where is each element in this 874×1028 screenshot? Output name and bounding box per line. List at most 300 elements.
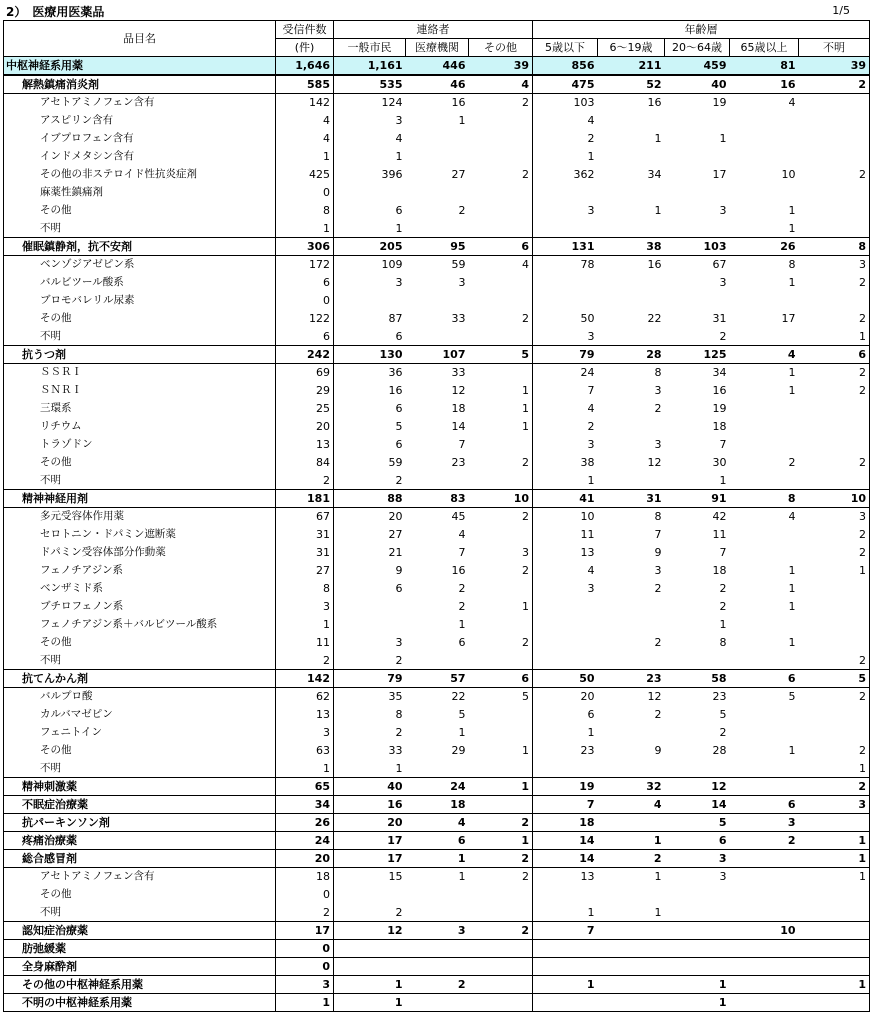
- cell-received: 2: [276, 652, 334, 670]
- cell-age-under5: 1: [587, 150, 595, 163]
- cell-contact-other: 3: [469, 544, 533, 562]
- cell-age-20-64: 11: [712, 528, 727, 541]
- row-name: 抗うつ剤: [4, 346, 276, 364]
- cell-contact-other: [469, 148, 533, 166]
- cell-age-20-64: [665, 292, 730, 310]
- cell-age-6-19: [598, 418, 665, 436]
- row-name: ＳＳＲＩ: [4, 364, 276, 382]
- cell-received: 0: [276, 184, 334, 202]
- cell-age-6-19: [598, 472, 665, 490]
- cell-contact-other: 6: [469, 670, 533, 688]
- cell-age-6-19: 7: [654, 528, 662, 541]
- cell-age-under5: [533, 274, 598, 292]
- table-subrow: [4, 112, 870, 130]
- cell-contact-other: 1: [469, 598, 533, 616]
- cell-contact-medical: 57: [406, 670, 469, 688]
- cell-age-65plus: [730, 616, 799, 634]
- cell-contact-other: [469, 940, 533, 958]
- row-name: その他の中枢神経系用薬: [4, 976, 276, 994]
- cell-age-under5: 1: [587, 726, 595, 739]
- table-category-row: [4, 670, 870, 688]
- cell-contact-public: 3: [395, 114, 403, 127]
- cell-age-under5: 41: [533, 490, 598, 508]
- cell-age-20-64: 3: [719, 276, 727, 289]
- cell-age-20-64: 2: [719, 582, 727, 595]
- cell-contact-public: 20: [334, 814, 406, 832]
- cell-contact-public: 59: [388, 456, 403, 469]
- cell-contact-medical: 33: [451, 366, 466, 380]
- table-subrow: [4, 202, 870, 220]
- cell-age-20-64: 1: [665, 994, 730, 1012]
- cell-contact-public: 35: [388, 690, 403, 704]
- header-contact-group: 連絡者: [334, 21, 533, 39]
- cell-age-unknown: 1: [799, 850, 870, 868]
- cell-contact-public: 6: [395, 204, 403, 217]
- cell-received: 34: [276, 796, 334, 814]
- cell-received: 1: [276, 994, 334, 1012]
- cell-age-65plus: 26: [730, 238, 799, 256]
- cell-received: 181: [276, 490, 334, 508]
- table-subrow: [4, 310, 870, 328]
- header-age-20-64: 20～64歳: [665, 39, 730, 57]
- table-subrow: [4, 364, 870, 382]
- table-subrow: [4, 634, 870, 652]
- cell-age-65plus: 4: [788, 96, 796, 110]
- row-name: 多元受容体作用薬: [4, 508, 276, 526]
- row-name: 三環系: [4, 400, 276, 418]
- cell-contact-medical: 59: [451, 258, 466, 272]
- header-age-unknown: 不明: [799, 39, 870, 57]
- cell-age-unknown: 2: [799, 454, 870, 472]
- cell-contact-public: 6: [395, 582, 403, 595]
- cell-received: 1: [276, 760, 334, 778]
- cell-age-6-19: 1: [654, 204, 662, 217]
- table-subrow: [4, 94, 870, 112]
- cell-age-65plus: [730, 706, 799, 724]
- header-contact-public: 一般市民: [334, 39, 406, 57]
- cell-contact-medical: 446: [406, 57, 469, 76]
- cell-contact-public: 20: [388, 510, 403, 524]
- cell-contact-medical: 16: [451, 96, 466, 110]
- row-name: 精神刺激薬: [4, 778, 276, 796]
- row-name: 麻薬性鎮痛剤: [4, 184, 276, 202]
- cell-age-20-64: 1: [719, 132, 727, 145]
- cell-age-65plus: 16: [730, 75, 799, 94]
- header-age-under5: 5歳以下: [533, 39, 598, 57]
- cell-age-20-64: 42: [712, 510, 727, 524]
- table-subrow: [4, 436, 870, 454]
- cell-age-under5: 3: [587, 438, 595, 451]
- cell-age-6-19: 8: [654, 366, 662, 380]
- row-name: フェニトイン: [4, 724, 276, 742]
- cell-contact-other: [469, 184, 533, 202]
- cell-age-unknown: [799, 904, 870, 922]
- table-subrow: [4, 904, 870, 922]
- table-subrow: [4, 454, 870, 472]
- cell-contact-public: 1,161: [334, 57, 406, 76]
- row-name: 精神神経用剤: [4, 490, 276, 508]
- cell-contact-other: [469, 328, 533, 346]
- cell-contact-medical: 18: [406, 796, 469, 814]
- cell-contact-medical: 45: [451, 510, 466, 524]
- cell-contact-public: 2: [395, 653, 403, 667]
- cell-age-65plus: 6: [730, 670, 799, 688]
- header-age-65plus: 65歳以上: [730, 39, 799, 57]
- cell-age-20-64: [665, 760, 730, 778]
- page-number: 1/5: [832, 4, 850, 17]
- cell-age-unknown: 3: [799, 796, 870, 814]
- cell-age-6-19: [598, 616, 665, 634]
- cell-age-65plus: [730, 994, 799, 1012]
- cell-age-65plus: [730, 148, 799, 166]
- cell-received: 1: [276, 148, 334, 166]
- cell-contact-public: 36: [388, 366, 403, 380]
- table-category-row: [4, 958, 870, 976]
- cell-age-65plus: 8: [730, 490, 799, 508]
- cell-received: 4: [276, 130, 334, 148]
- cell-contact-public: 88: [334, 490, 406, 508]
- cell-age-under5: 1: [587, 905, 595, 919]
- cell-age-under5: 14: [533, 850, 598, 868]
- row-name: その他: [4, 202, 276, 220]
- cell-age-65plus: 1: [788, 366, 796, 380]
- cell-contact-medical: [406, 220, 469, 238]
- cell-contact-other: 2: [469, 562, 533, 580]
- cell-age-20-64: 3: [719, 870, 727, 884]
- cell-age-20-64: 17: [712, 168, 727, 181]
- cell-age-6-19: [598, 292, 665, 310]
- cell-received: 20: [276, 418, 334, 436]
- cell-contact-other: [469, 580, 533, 598]
- cell-contact-other: 2: [469, 310, 533, 328]
- cell-contact-other: 2: [469, 634, 533, 652]
- cell-contact-other: 2: [469, 868, 533, 886]
- row-name: 不明: [4, 220, 276, 238]
- cell-age-6-19: 2: [598, 850, 665, 868]
- cell-age-65plus: [730, 940, 799, 958]
- cell-received: 0: [276, 940, 334, 958]
- cell-age-20-64: 28: [712, 744, 727, 757]
- cell-contact-other: 10: [469, 490, 533, 508]
- cell-age-20-64: 2: [719, 726, 727, 739]
- cell-age-6-19: 211: [598, 57, 665, 76]
- table-subrow: [4, 184, 870, 202]
- cell-contact-other: [469, 724, 533, 742]
- cell-contact-other: 2: [469, 454, 533, 472]
- table-category-row: [4, 796, 870, 814]
- cell-contact-other: [469, 526, 533, 544]
- cell-age-20-64: 14: [665, 796, 730, 814]
- cell-age-65plus: [730, 544, 799, 562]
- cell-contact-public: 40: [334, 778, 406, 796]
- cell-age-unknown: [799, 616, 870, 634]
- cell-contact-other: 4: [469, 75, 533, 94]
- cell-age-6-19: 9: [654, 546, 662, 559]
- cell-contact-public: [334, 958, 406, 976]
- row-name: 解熱鎮痛消炎剤: [4, 75, 276, 94]
- cell-age-20-64: 3: [719, 204, 727, 217]
- cell-contact-medical: 27: [451, 168, 466, 181]
- cell-age-under5: 3: [587, 329, 595, 343]
- row-name: イブプロフェン含有: [4, 130, 276, 148]
- cell-age-65plus: 10: [730, 922, 799, 940]
- cell-age-20-64: 67: [712, 258, 727, 272]
- cell-contact-medical: [406, 328, 469, 346]
- table-subrow: [4, 472, 870, 490]
- cell-age-6-19: 2: [654, 582, 662, 595]
- cell-contact-medical: 3: [406, 922, 469, 940]
- cell-received: 29: [276, 382, 334, 400]
- cell-received: 18: [276, 868, 334, 886]
- cell-age-under5: 14: [533, 832, 598, 850]
- cell-received: 67: [276, 508, 334, 526]
- cell-contact-other: 1: [469, 400, 533, 418]
- cell-received: 1: [276, 616, 334, 634]
- cell-age-20-64: 5: [719, 708, 727, 721]
- table-category-row: [4, 346, 870, 364]
- cell-age-65plus: 1: [788, 384, 796, 397]
- cell-received: 6: [276, 328, 334, 346]
- row-name: 不明: [4, 760, 276, 778]
- table-category-row: [4, 922, 870, 940]
- cell-age-unknown: 1: [799, 832, 870, 850]
- row-name: その他: [4, 886, 276, 904]
- cell-age-unknown: 5: [799, 670, 870, 688]
- cell-age-6-19: 31: [598, 490, 665, 508]
- cell-contact-public: 79: [334, 670, 406, 688]
- cell-age-65plus: 1: [788, 221, 796, 235]
- cell-age-6-19: 3: [654, 384, 662, 397]
- cell-contact-other: [469, 202, 533, 220]
- cell-age-65plus: 2: [730, 832, 799, 850]
- cell-age-under5: [533, 652, 598, 670]
- cell-age-65plus: 1: [788, 744, 796, 757]
- page-title: 2） 医療用医薬品: [6, 5, 105, 19]
- cell-age-unknown: 2: [799, 778, 870, 796]
- row-name: フェノチアジン系: [4, 562, 276, 580]
- cell-age-unknown: [799, 220, 870, 238]
- cell-contact-other: 6: [469, 238, 533, 256]
- row-name: フェノチアジン系＋バルビツール酸系: [4, 616, 276, 634]
- cell-received: 306: [276, 238, 334, 256]
- cell-age-65plus: [730, 760, 799, 778]
- cell-age-unknown: [799, 994, 870, 1012]
- cell-contact-other: 5: [469, 688, 533, 706]
- cell-age-6-19: [598, 958, 665, 976]
- header-age-6-19: 6～19歳: [598, 39, 665, 57]
- row-name: 催眠鎮静剤，抗不安剤: [4, 238, 276, 256]
- cell-age-20-64: 2: [719, 600, 727, 613]
- cell-age-unknown: [799, 634, 870, 652]
- cell-age-65plus: 4: [788, 510, 796, 524]
- cell-contact-medical: 7: [458, 438, 466, 451]
- row-name: アスピリン含有: [4, 112, 276, 130]
- cell-contact-medical: 4: [458, 528, 466, 541]
- cell-contact-public: [334, 292, 406, 310]
- cell-contact-other: 2: [469, 922, 533, 940]
- cell-age-6-19: [598, 814, 665, 832]
- cell-age-unknown: 2: [799, 382, 870, 400]
- cell-age-under5: 2: [587, 420, 595, 433]
- cell-age-65plus: [730, 850, 799, 868]
- cell-received: 84: [276, 454, 334, 472]
- cell-age-6-19: [598, 652, 665, 670]
- cell-age-6-19: 52: [598, 75, 665, 94]
- table-subrow: [4, 418, 870, 436]
- table-subrow: [4, 742, 870, 760]
- row-name: その他: [4, 454, 276, 472]
- cell-age-under5: 18: [533, 814, 598, 832]
- table-subrow: [4, 328, 870, 346]
- cell-contact-other: [469, 994, 533, 1012]
- cell-age-6-19: 4: [598, 796, 665, 814]
- cell-age-65plus: 6: [730, 796, 799, 814]
- cell-age-20-64: [665, 940, 730, 958]
- cell-contact-public: 1: [334, 994, 406, 1012]
- cell-age-20-64: 18: [712, 420, 727, 433]
- cell-contact-public: 1: [395, 761, 403, 775]
- cell-contact-public: 21: [388, 546, 403, 559]
- cell-age-under5: 38: [580, 456, 595, 469]
- row-name: バルプロ酸: [4, 688, 276, 706]
- cell-age-unknown: 1: [799, 760, 870, 778]
- cell-contact-public: 8: [395, 708, 403, 721]
- cell-age-unknown: [799, 202, 870, 220]
- cell-age-65plus: [730, 400, 799, 418]
- row-name: トラゾドン: [4, 436, 276, 454]
- cell-contact-other: 2: [469, 850, 533, 868]
- cell-age-6-19: 38: [598, 238, 665, 256]
- cell-age-unknown: 2: [799, 526, 870, 544]
- cell-age-65plus: [730, 868, 799, 886]
- cell-age-unknown: [799, 148, 870, 166]
- cell-age-unknown: [799, 922, 870, 940]
- row-name: ベンゾジアゼピン系: [4, 256, 276, 274]
- cell-received: 6: [276, 274, 334, 292]
- cell-contact-other: [469, 976, 533, 994]
- row-name: リチウム: [4, 418, 276, 436]
- cell-age-65plus: 5: [788, 690, 796, 704]
- cell-age-unknown: [799, 436, 870, 454]
- cell-contact-public: 396: [381, 168, 403, 181]
- table-subrow: [4, 616, 870, 634]
- table-subrow: [4, 130, 870, 148]
- table-category-row: [4, 490, 870, 508]
- cell-age-under5: 3: [587, 204, 595, 217]
- cell-age-under5: [533, 634, 598, 652]
- cell-contact-other: [469, 616, 533, 634]
- cell-contact-other: 1: [469, 382, 533, 400]
- cell-contact-medical: [406, 760, 469, 778]
- cell-age-6-19: 2: [654, 708, 662, 721]
- cell-received: 20: [276, 850, 334, 868]
- cell-contact-medical: 2: [458, 600, 466, 613]
- cell-received: 8: [276, 202, 334, 220]
- cell-contact-other: [469, 760, 533, 778]
- cell-age-20-64: 58: [665, 670, 730, 688]
- cell-age-unknown: [799, 958, 870, 976]
- cell-contact-medical: [406, 886, 469, 904]
- cell-age-unknown: 6: [799, 346, 870, 364]
- table-total-row: [4, 57, 870, 76]
- cell-contact-medical: 24: [406, 778, 469, 796]
- cell-received: 13: [276, 706, 334, 724]
- cell-age-6-19: 12: [647, 690, 662, 704]
- cell-age-20-64: [665, 184, 730, 202]
- cell-age-20-64: 40: [665, 75, 730, 94]
- cell-contact-other: 4: [469, 256, 533, 274]
- cell-age-65plus: [730, 328, 799, 346]
- cell-age-under5: [533, 958, 598, 976]
- cell-age-6-19: [598, 220, 665, 238]
- cell-age-20-64: [665, 958, 730, 976]
- cell-age-6-19: [598, 976, 665, 994]
- cell-age-under5: 103: [573, 96, 595, 110]
- cell-contact-medical: 2: [406, 976, 469, 994]
- cell-age-20-64: 16: [712, 384, 727, 397]
- cell-contact-other: [469, 706, 533, 724]
- cell-received: 11: [276, 634, 334, 652]
- cell-age-65plus: 3: [730, 814, 799, 832]
- cell-age-20-64: 31: [712, 312, 727, 325]
- cell-received: 27: [276, 562, 334, 580]
- cell-age-6-19: [598, 940, 665, 958]
- cell-contact-medical: [406, 130, 469, 148]
- table-subrow: [4, 760, 870, 778]
- cell-age-unknown: [799, 472, 870, 490]
- cell-age-unknown: 3: [799, 256, 870, 274]
- cell-age-65plus: [730, 976, 799, 994]
- cell-contact-public: 1: [395, 150, 403, 163]
- cell-age-65plus: [730, 526, 799, 544]
- cell-contact-other: 1: [469, 742, 533, 760]
- table-subrow: [4, 688, 870, 706]
- cell-received: 3: [276, 724, 334, 742]
- cell-received: 13: [276, 436, 334, 454]
- cell-age-unknown: 2: [799, 166, 870, 184]
- row-name: 抗てんかん剤: [4, 670, 276, 688]
- row-name: アセトアミノフェン含有: [4, 94, 276, 112]
- cell-contact-other: [469, 652, 533, 670]
- cell-age-under5: 2: [587, 132, 595, 145]
- cell-contact-public: 3: [395, 276, 403, 289]
- cell-contact-public: 15: [388, 870, 403, 884]
- row-name: バルビツール酸系: [4, 274, 276, 292]
- cell-age-6-19: 2: [654, 402, 662, 415]
- table-subrow: [4, 400, 870, 418]
- cell-contact-public: 16: [388, 384, 403, 397]
- table-category-row: [4, 75, 870, 94]
- cell-age-unknown: [799, 112, 870, 130]
- cell-contact-medical: 1: [458, 618, 466, 631]
- header-item-name: 品目名: [4, 21, 276, 57]
- cell-age-unknown: [799, 94, 870, 112]
- cell-age-under5: 10: [580, 510, 595, 524]
- cell-contact-medical: 46: [406, 75, 469, 94]
- cell-age-under5: 475: [533, 75, 598, 94]
- cell-contact-medical: 1: [458, 870, 466, 884]
- cell-age-20-64: 18: [712, 564, 727, 577]
- cell-contact-public: 1: [334, 976, 406, 994]
- cell-age-6-19: [598, 886, 665, 904]
- cell-age-under5: 19: [533, 778, 598, 796]
- cell-contact-other: [469, 904, 533, 922]
- cell-contact-public: 6: [395, 402, 403, 415]
- cell-received: 63: [276, 742, 334, 760]
- cell-age-under5: 1: [533, 976, 598, 994]
- header-received: 受信件数: [276, 21, 334, 39]
- cell-age-65plus: 1: [788, 564, 796, 577]
